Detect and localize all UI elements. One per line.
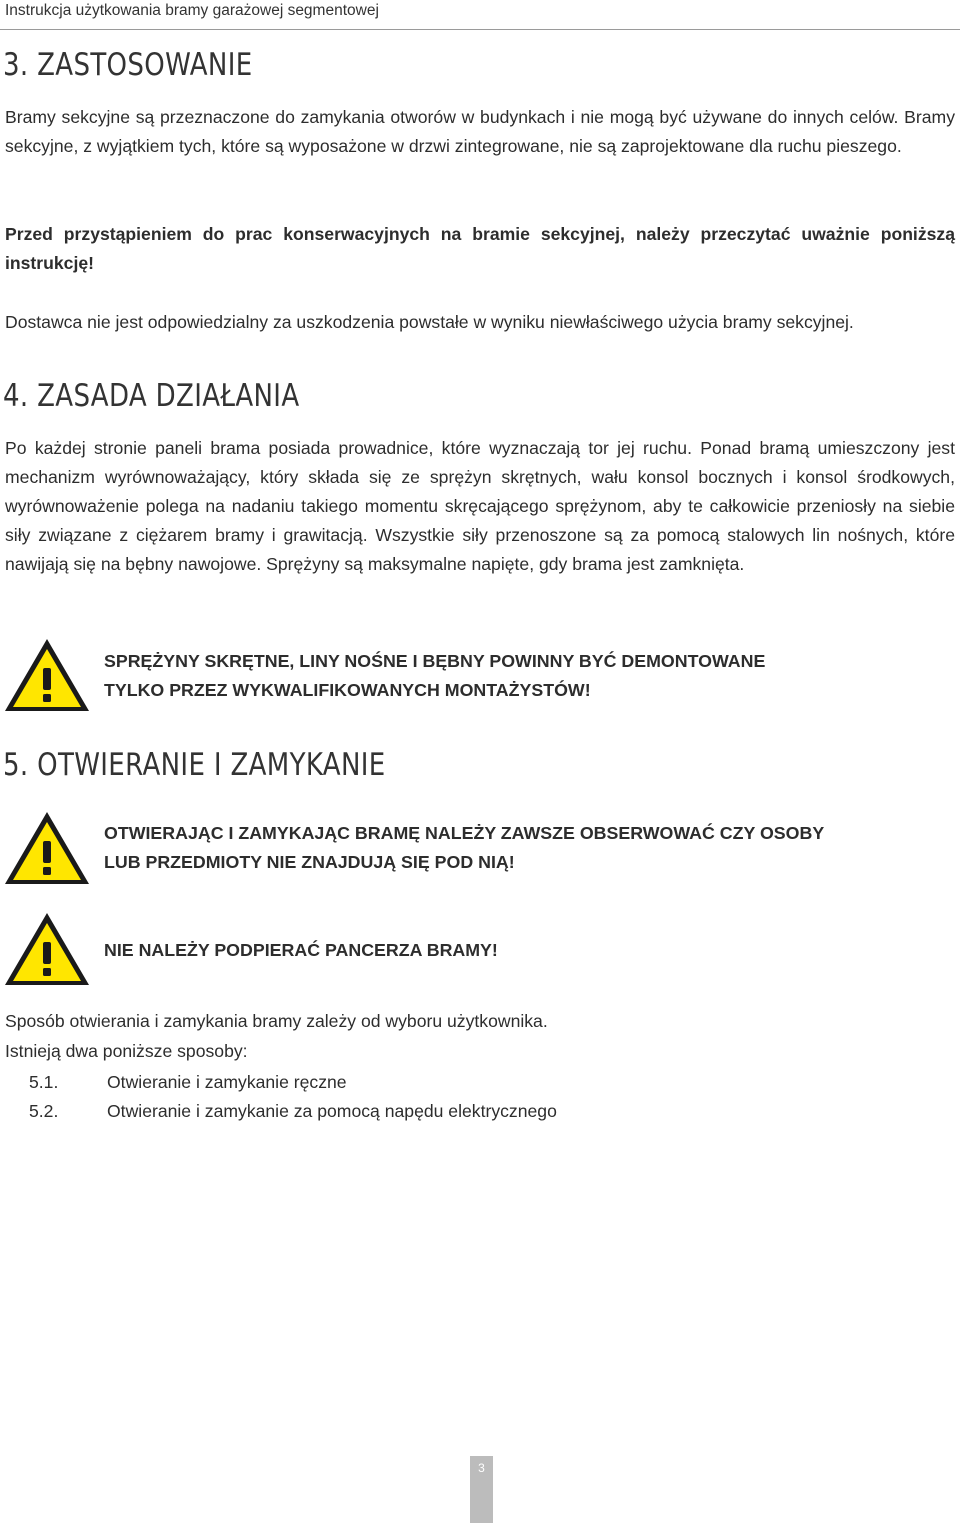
list-item-text: Otwieranie i zamykanie ręczne — [107, 1072, 347, 1092]
warning-triangle-icon — [3, 910, 91, 988]
warning-text-springs-line-2: TYLKO PRZEZ WYKWALIFIKOWANYCH MONTAŻYSTÓW! — [104, 680, 591, 700]
warning-text-observe-line-1: OTWIERAJĄC I ZAMYKAJĄC BRAMĘ NALEŻY ZAWSZE OBSERWOWAĆ CZY OSOBY — [104, 823, 825, 843]
warning-text-springs-line-1: SPRĘŻYNY SKRĘTNE, LINY NOŚNE I BĘBNY POWINNY BYĆ DEMONTOWANE — [104, 651, 766, 671]
section-5-paragraph-1: Sposób otwierania i zamykania bramy zależy od wyboru użytkownika. — [5, 1011, 548, 1031]
header-divider — [0, 29, 960, 30]
page-number-tab — [470, 1456, 493, 1523]
section-3-paragraph-3: Dostawca nie jest odpowiedzialny za uszkodzenia powstałe w wyniku niewłaściwego użycia bramy sekcyjnej. — [5, 312, 854, 332]
section-5-heading: 5. OTWIERANIE I ZAMYKANIE — [3, 747, 386, 783]
section-4-paragraph-1: Po każdej stronie paneli brama posiada prowadnice, które wyznaczają tor jej ruchu. Ponad bramą umieszczony jest mechanizm wyrównoważający, który składa się ze sprężyn skrętnych, wału konsol bocznych i konsol środkowych, wyrównoważenie polega na nadaniu takiego momentu skręcającego sprężynom, aby te całkowicie przeniosły na siebie siły związane z ciężarem bramy i grawitacją. Wszystkie siły przenoszone są za pomocą stalowych lin nośnych, które nawijają się na bębny nawojowe. Sprężyny są maksymalne napięte, gdy brama jest zamknięta. — [5, 438, 955, 574]
page-number: 3 — [478, 1461, 485, 1475]
warning-text-no-support: NIE NALEŻY PODPIERAĆ PANCERZA BRAMY! — [104, 940, 498, 960]
list-item — [29, 1101, 557, 1122]
section-3-heading: 3. ZASTOSOWANIE — [3, 47, 253, 83]
list-item-number: 5.1. — [29, 1072, 59, 1092]
list-item-text: Otwieranie i zamykanie za pomocą napędu elektrycznego — [107, 1101, 557, 1121]
list-item-number: 5.2. — [29, 1101, 59, 1121]
warning-text-observe-line-2: LUB PRZEDMIOTY NIE ZNAJDUJĄ SIĘ POD NIĄ! — [104, 852, 515, 872]
warning-triangle-icon — [3, 809, 91, 887]
section-3-paragraph-1: Bramy sekcyjne są przeznaczone do zamykania otworów w budynkach i nie mogą być używane do innych celów. Bramy sekcyjne, z wyjątkiem tych, które są wyposażone w drzwi zintegrowane, nie są zaprojektowane dla ruchu pieszego. — [5, 107, 955, 156]
list-item — [29, 1072, 347, 1093]
section-5-paragraph-2: Istnieją dwa poniższe sposoby: — [5, 1041, 248, 1061]
warning-triangle-icon — [3, 636, 91, 714]
section-3-paragraph-2: Przed przystąpieniem do prac konserwacyjnych na bramie sekcyjnej, należy przeczytać uważnie poniższą instrukcję! — [5, 224, 955, 273]
section-4-heading: 4. ZASADA DZIAŁANIA — [3, 378, 300, 414]
document-header: Instrukcja użytkowania bramy garażowej segmentowej — [5, 2, 379, 19]
